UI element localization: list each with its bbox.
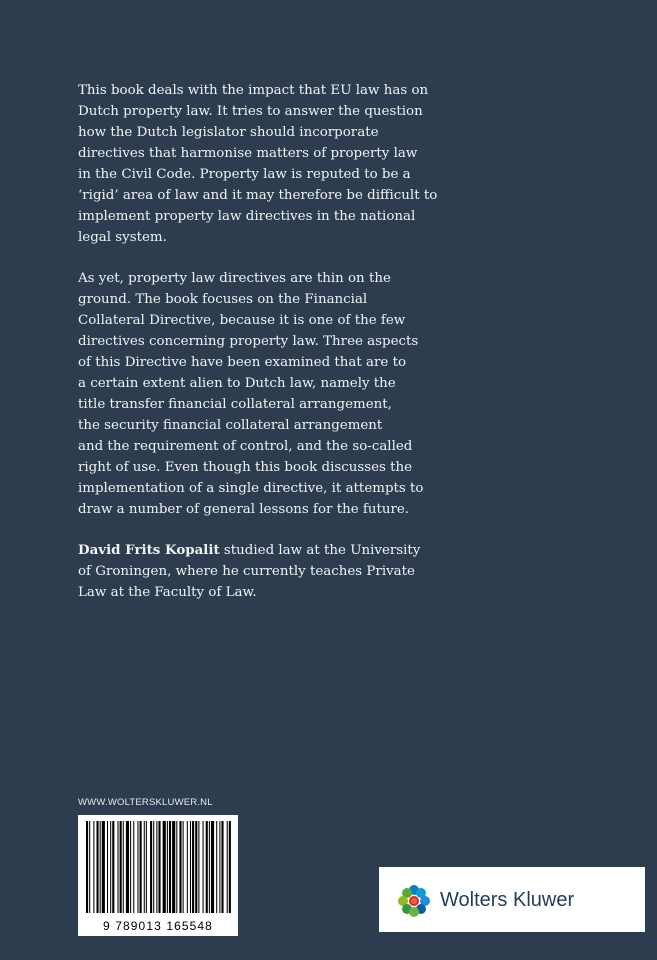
barcode-bar	[153, 821, 154, 913]
barcode-bar	[130, 821, 131, 913]
publisher-logo	[379, 867, 645, 932]
barcode-bar	[206, 821, 208, 913]
text-line: Dutch property law. It tries to answer the question	[78, 104, 423, 119]
barcode-bar	[150, 821, 152, 913]
text-line: implementation of a single directive, it attempts to	[78, 481, 424, 496]
barcode-bar	[169, 821, 171, 913]
barcode-bar	[102, 821, 105, 913]
text-line: how the Dutch legislator should incorporate	[78, 125, 379, 140]
barcode-bar	[195, 821, 197, 913]
barcode-bar	[158, 821, 160, 913]
barcode-bars	[84, 821, 232, 913]
barcode-bar	[163, 821, 166, 913]
text-line: right of use. Even though this book discusses the	[78, 460, 413, 475]
barcode-bar	[192, 821, 194, 913]
text-line: This book deals with the impact that EU law has on	[78, 83, 429, 98]
text-line: As yet, property law directives are thin on the	[78, 271, 391, 286]
barcode-bar	[229, 821, 231, 913]
barcode-bar	[203, 821, 204, 913]
isbn-barcode	[78, 815, 238, 936]
text-line: ‘rigid’ area of law and it may therefore be difficult to	[78, 188, 438, 203]
barcode-bar	[123, 821, 124, 913]
barcode-bar	[86, 821, 88, 913]
barcode-bar	[133, 821, 134, 913]
text-line: a certain extent alien to Dutch law, namely the	[78, 376, 396, 391]
barcode-bar	[179, 821, 181, 913]
author-line	[78, 540, 421, 561]
paragraph-intro	[78, 80, 438, 248]
barcode-bar	[97, 821, 99, 913]
barcode-bar	[183, 821, 184, 913]
barcode-bar	[107, 821, 108, 913]
barcode-bar	[176, 821, 177, 913]
barcode-bar	[209, 821, 210, 913]
barcode-bar	[172, 821, 175, 913]
text-line: title transfer financial collateral arrangement,	[78, 397, 392, 412]
barcode-bar	[146, 821, 147, 913]
text-line: Collateral Directive, because it is one of the few	[78, 313, 406, 328]
text-line: the security financial collateral arrangement	[78, 418, 383, 433]
barcode-bar	[190, 821, 191, 913]
author-name: David Frits Kopalit	[78, 542, 220, 558]
barcode-bar	[198, 821, 199, 913]
publisher-name: Wolters Kluwer	[440, 889, 575, 911]
author-bio	[78, 540, 421, 603]
barcode-bar	[126, 821, 129, 913]
website-url: WWW.WOLTERSKLUWER.NL	[78, 797, 213, 808]
text-line: ground. The book focuses on the Financial	[78, 292, 368, 307]
text-line: in the Civil Code. Property law is reputed to be a	[78, 167, 411, 182]
blurb	[78, 80, 438, 623]
text-line: directives concerning property law. Three aspects	[78, 334, 419, 349]
barcode-bar	[120, 821, 122, 913]
barcode-bar	[118, 821, 119, 913]
barcode-bar	[187, 821, 188, 913]
text-line: of this Directive have been examined that are to	[78, 355, 407, 370]
text-line: directives that harmonise matters of property law	[78, 146, 418, 161]
barcode-bar	[140, 821, 142, 913]
barcode-bar	[156, 821, 157, 913]
text-line: draw a number of general lessons for the future.	[78, 502, 410, 517]
barcode-bar	[167, 821, 168, 913]
wolters-kluwer-logo-icon	[397, 884, 431, 918]
text-line: legal system.	[78, 230, 167, 245]
barcode-bar	[93, 821, 94, 913]
text-line: implement property law directives in the national	[78, 209, 416, 224]
barcode-bar	[227, 821, 228, 913]
barcode-bar	[211, 821, 214, 913]
barcode-bar	[89, 821, 90, 913]
barcode-bar	[137, 821, 138, 913]
barcode-bar	[100, 821, 101, 913]
barcode-bar	[110, 821, 111, 913]
author-bio-text: studied law at the University	[219, 543, 421, 558]
barcode-bar	[112, 821, 114, 913]
barcode-digits: 9 789013 165548	[103, 919, 213, 933]
barcode-bar	[216, 821, 217, 913]
text-line: of Groningen, where he currently teaches Private	[78, 564, 415, 579]
text-line: and the requirement of control, and the so-called	[78, 439, 413, 454]
text-line: Law at the Faculty of Law.	[78, 585, 257, 600]
barcode-bar	[144, 821, 145, 913]
barcode-bar	[221, 821, 223, 913]
barcode-bar	[219, 821, 220, 913]
paragraph-directive	[78, 268, 424, 520]
